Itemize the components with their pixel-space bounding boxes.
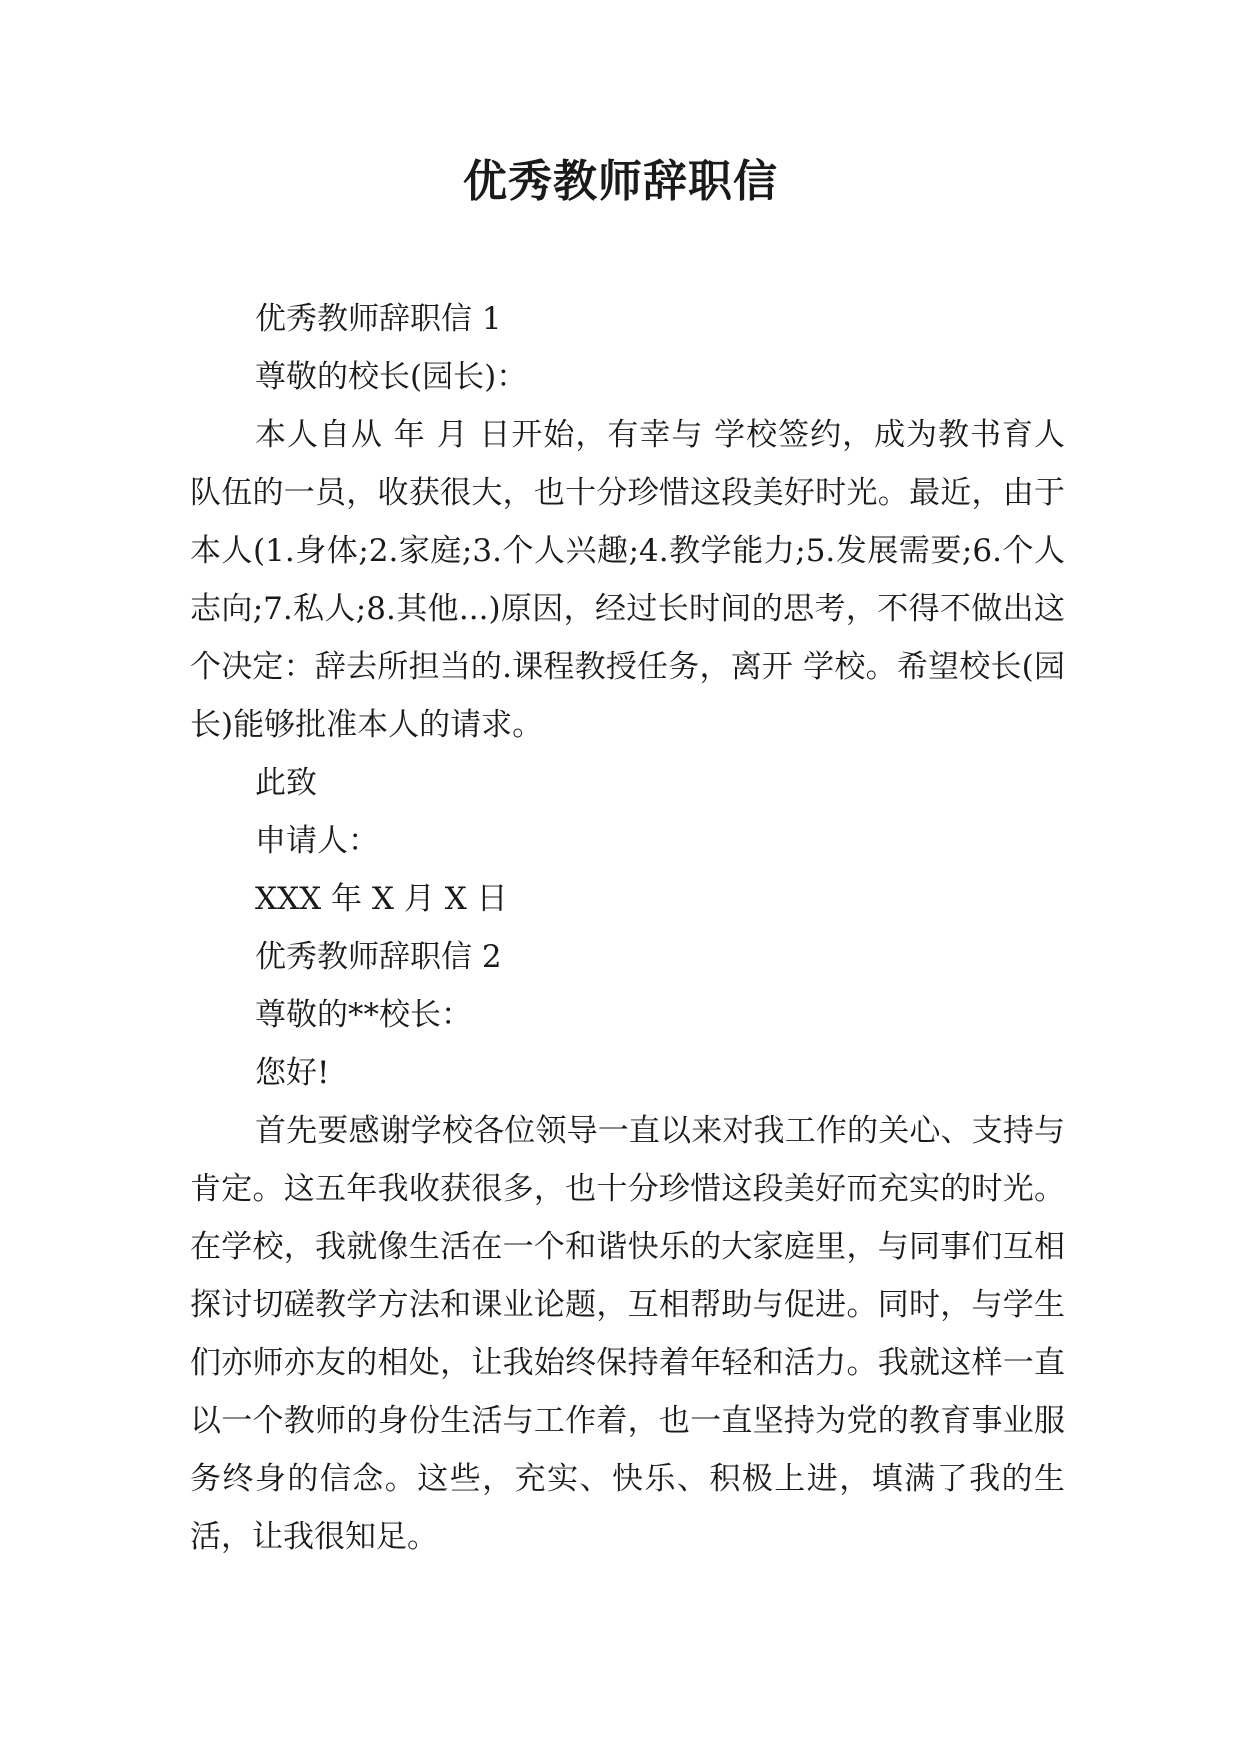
- letter-2-greeting: 您好!: [255, 1055, 330, 1091]
- letter-1-applicant: 申请人：: [255, 823, 379, 859]
- letter-1-closing: 此致: [255, 765, 317, 801]
- letter-2-heading: 优秀教师辞职信 2: [255, 939, 502, 975]
- letter-1-salutation: 尊敬的校长(园长)：: [255, 359, 528, 395]
- letter-1-date: XXX 年 X 月 X 日: [255, 881, 508, 917]
- letter-2-salutation: 尊敬的**校长：: [255, 997, 472, 1033]
- document-body: [190, 290, 1065, 1566]
- letter-1-heading: 优秀教师辞职信 1: [255, 301, 502, 337]
- letter-2-body: 首先要感谢学校各位领导一直以来对我工作的关心、支持与肯定。这五年我收获很多，也十分珍惜这段美好而充实的时光。在学校，我就像生活在一个和谐快乐的大家庭里，与同事们互相探讨切磋教学方法和课业论题，互相帮助与促进。同时，与学生们亦师亦友的相处，让我始终保持着年轻和活力。我就这样一直以一个教师的身份生活与工作着，也一直坚持为党的教育事业服务终身的信念。这些，充实、快乐、积极上进，填满了我的生活，让我很知足。: [190, 1113, 1065, 1555]
- document-title: 优秀教师辞职信: [463, 156, 778, 207]
- letter-1-body: 本人自从 年 月 日开始，有幸与 学校签约，成为教书育人队伍的一员，收获很大，也十分珍惜这段美好时光。最近，由于本人(1.身体;2.家庭;3.个人兴趣;4.教学能力;5.发展需要;6.个人志向;7.私人;8.其他...)原因，经过长时间的思考，不得不做出这个决定：辞去所担当的.课程教授任务，离开 学校。希望校长(园长)能够批准本人的请求。: [190, 417, 1065, 743]
